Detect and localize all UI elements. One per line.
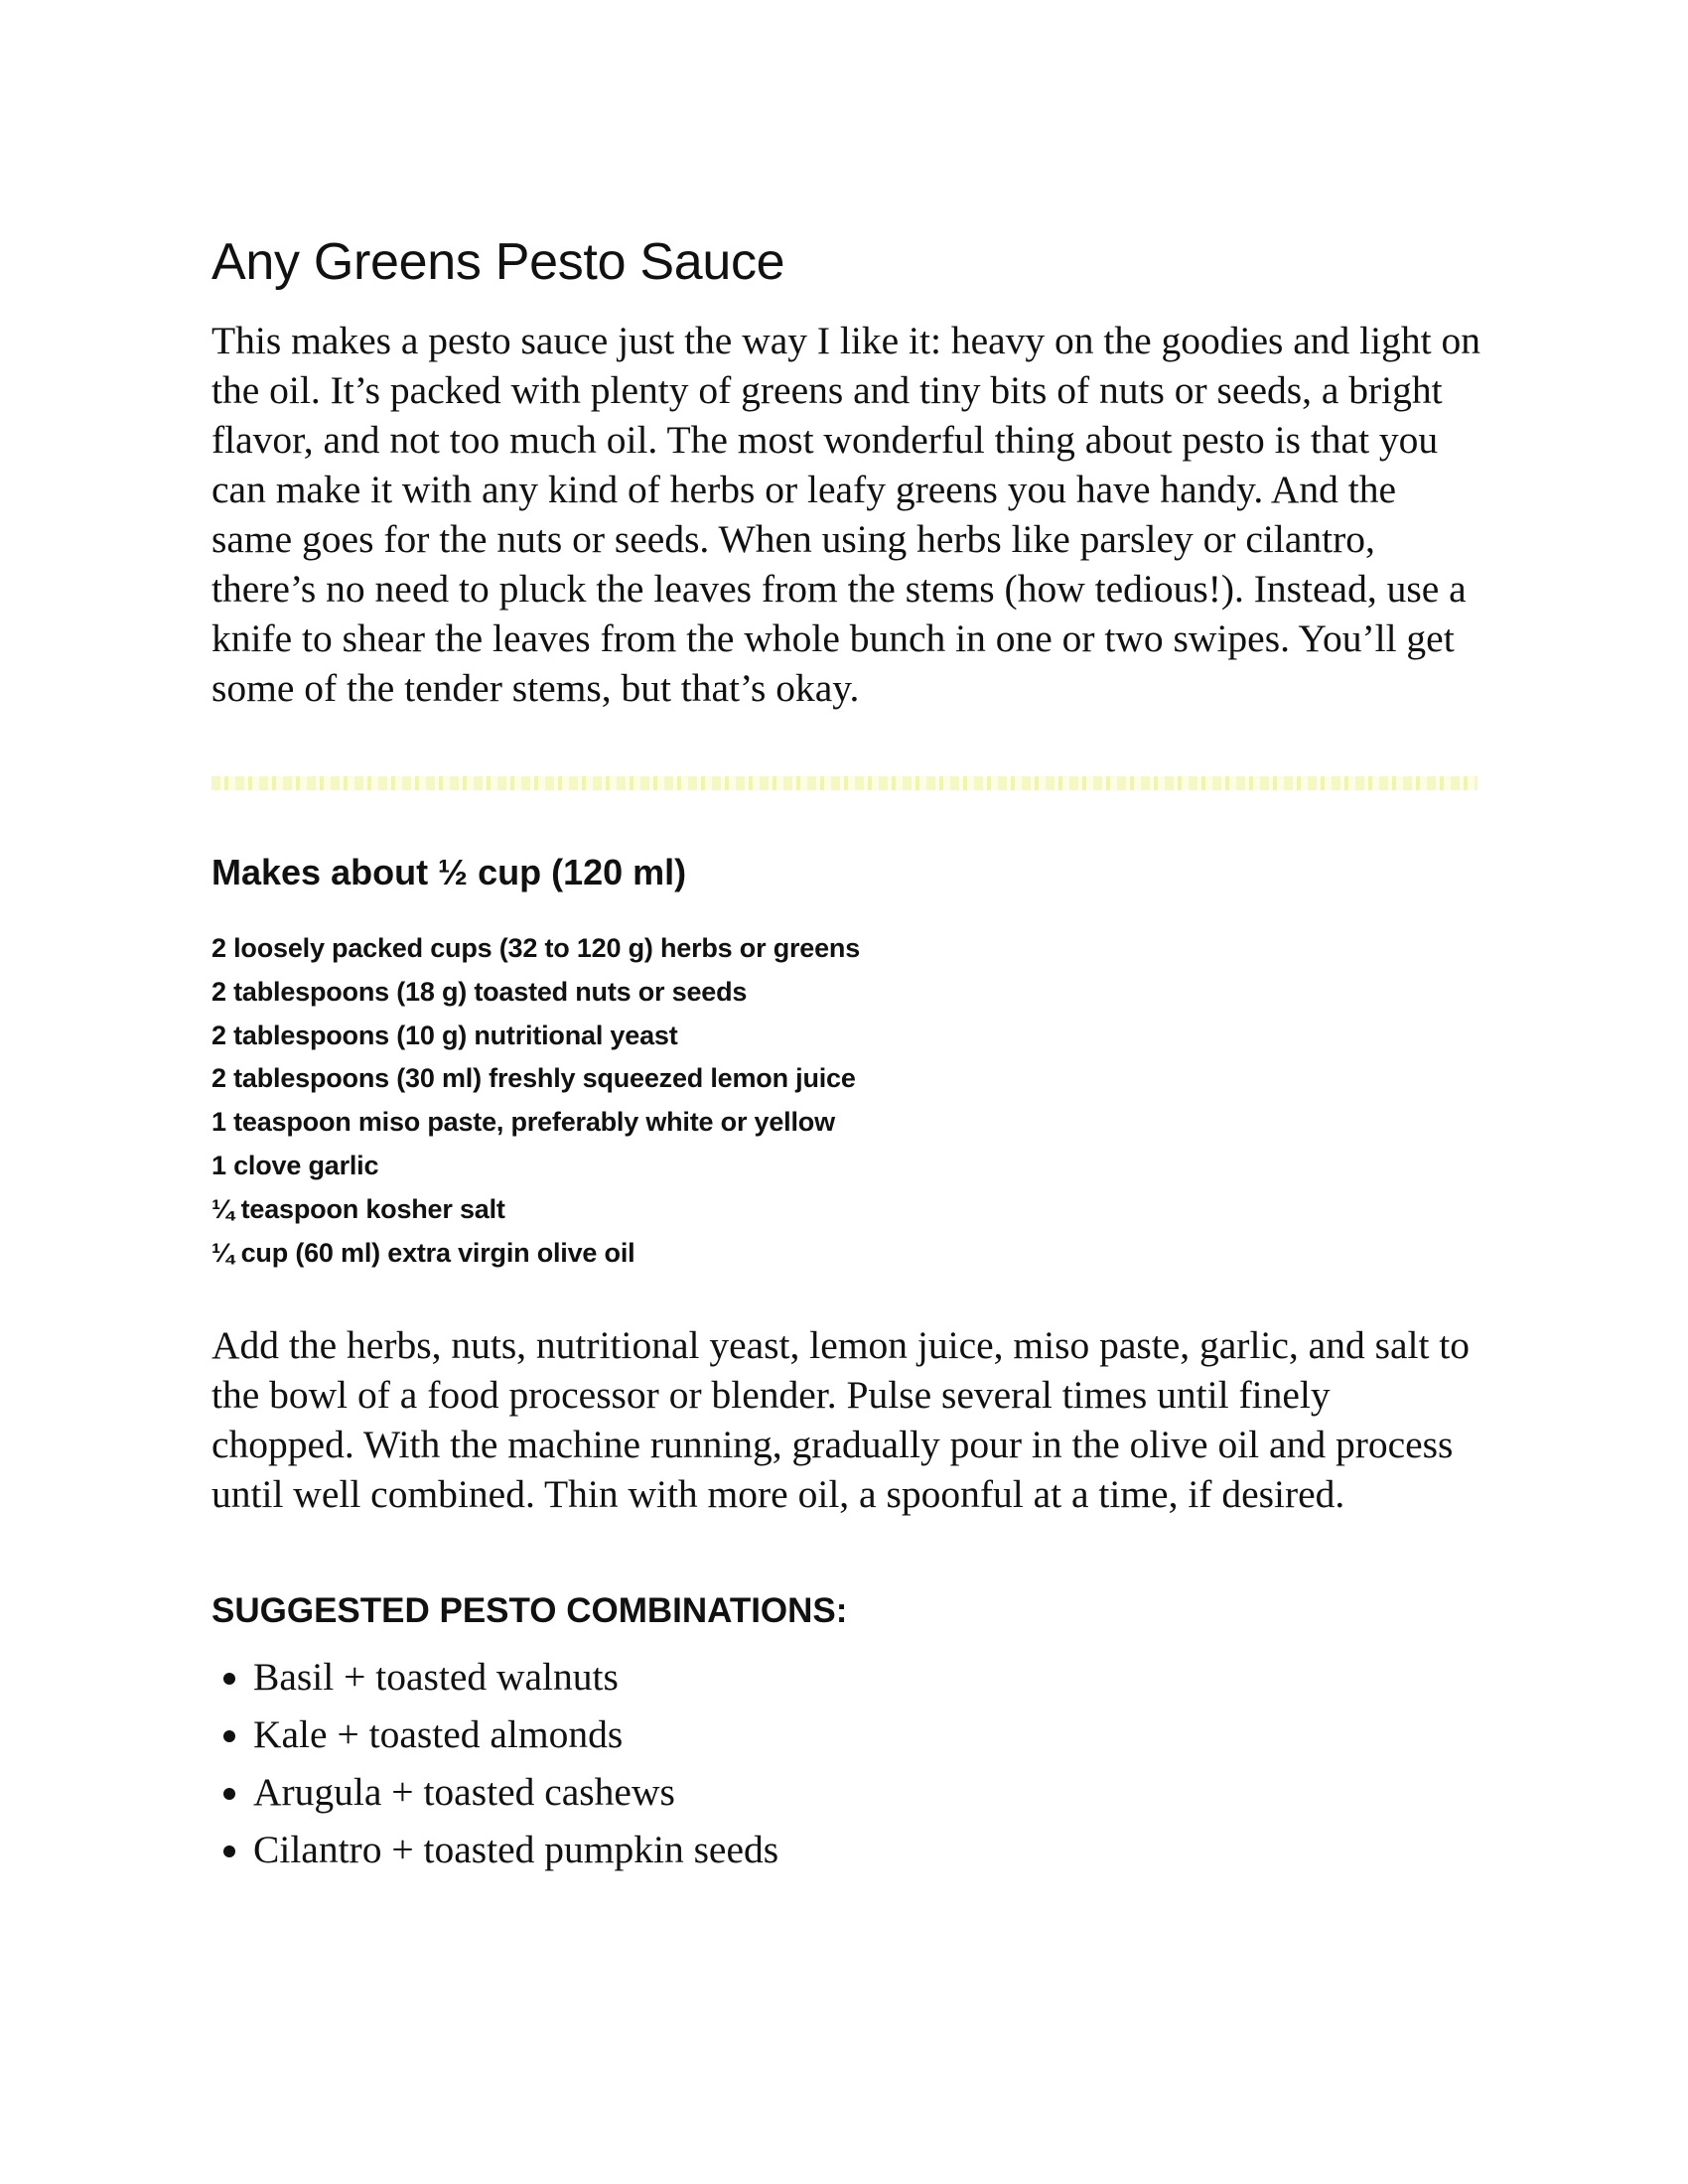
ingredient-item: 1 clove garlic [211, 1150, 379, 1180]
decorative-divider [211, 776, 1477, 790]
ingredient-item: 2 tablespoons (18 g) toasted nuts or seeds [211, 976, 748, 1007]
recipe-page [211, 230, 1482, 1878]
intro-paragraph: This makes a pesto sauce just the way I like it: heavy on the goodies and light on the oil. It’s packed with plenty of greens and tiny bits of nuts or seeds, a bright flavor, and not too much oil. The most wonderful thing about pesto is that you can make it with any kind of herbs or leafy greens you have handy. And the same goes for the nuts or seeds. When using herbs like parsley or cilantro, there’s no need to pluck the leaves from the stems (how tedious!). Instead, use a knife to shear the leaves from the whole bunch in one or two swipes. You’ll get some of the tender stems, but that’s okay. [211, 319, 1480, 710]
method-paragraph: Add the herbs, nuts, nutritional yeast, lemon juice, miso paste, garlic, and salt to the bowl of a food processor or blender. Pulse several times until finely chopped. With the machine running, gradually pour in the olive oil and process until well combined. Thin with more oil, a spoonful at a time, if desired. [211, 1323, 1471, 1517]
combinations-list [211, 1648, 1482, 1878]
combination-item: • Arugula + toasted cashews [253, 1763, 1482, 1821]
ingredient-item: 2 loosely packed cups (32 to 120 g) herbs or greens [211, 933, 861, 963]
ingredient-item: 1 teaspoon miso paste, preferably white or yellow [211, 1107, 835, 1138]
ingredient-list [211, 927, 1482, 1275]
ingredient-item: 2 tablespoons (30 ml) freshly squeezed lemon juice [211, 1063, 856, 1094]
combinations-heading: SUGGESTED PESTO COMBINATIONS: [211, 1591, 848, 1631]
combination-item: • Cilantro + toasted pumpkin seeds [253, 1821, 1482, 1878]
yield-heading: Makes about ½ cup (120 ml) [211, 852, 687, 892]
ingredient-item: ¼ teaspoon kosher salt [211, 1193, 505, 1224]
combination-item: • Basil + toasted walnuts [253, 1648, 1482, 1706]
ingredient-item: 2 tablespoons (10 g) nutritional yeast [211, 1020, 678, 1050]
combination-item: • Kale + toasted almonds [253, 1706, 1482, 1763]
ingredient-item: ¼ cup (60 ml) extra virgin olive oil [211, 1237, 635, 1268]
recipe-title: Any Greens Pesto Sauce [211, 233, 785, 291]
